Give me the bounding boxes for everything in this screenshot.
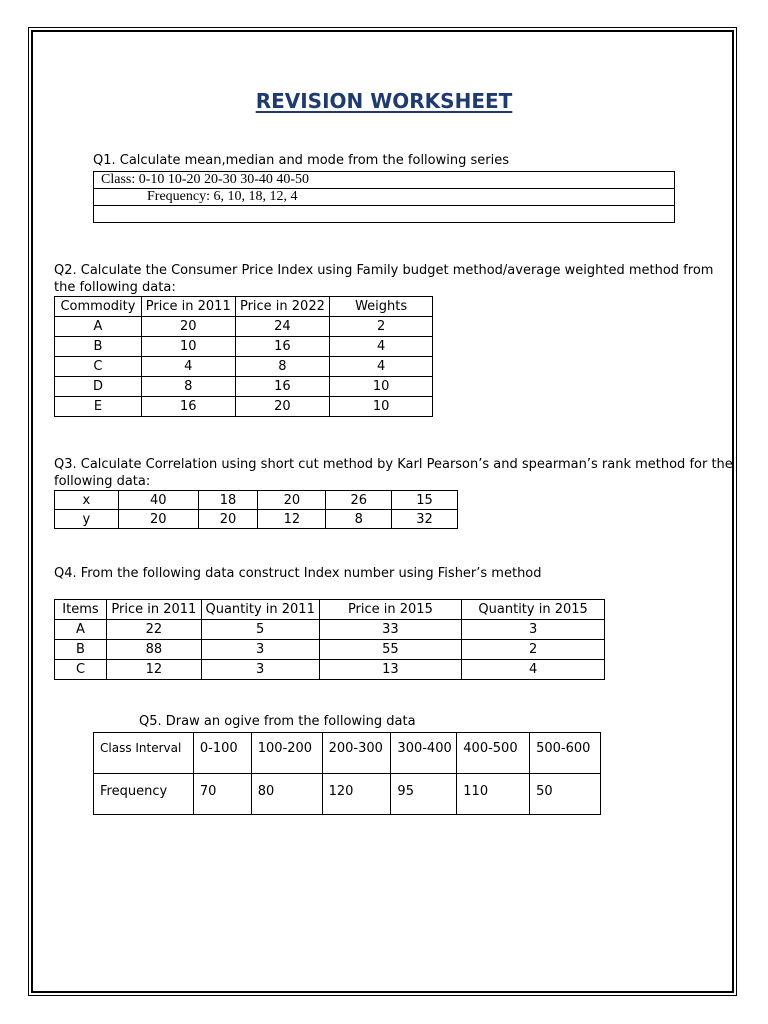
table-header-row xyxy=(55,600,605,620)
header-cell: Commodity xyxy=(55,297,142,317)
table-cell: 20 xyxy=(118,510,198,529)
table-cell: 50 xyxy=(530,774,601,815)
table-cell: 8 xyxy=(326,510,392,529)
table-row xyxy=(55,510,458,529)
table-row xyxy=(94,733,601,774)
header-cell: Quantity in 2015 xyxy=(462,600,605,620)
table-cell: 100-200 xyxy=(251,733,322,774)
header-cell: Price in 2015 xyxy=(319,600,462,620)
table-cell: D xyxy=(55,377,142,397)
table-cell: E xyxy=(55,397,142,417)
table-cell: 40 xyxy=(118,491,198,510)
question-3-text: Q3. Calculate Correlation using short cut method by Karl Pearson’s and spearman’s rank method for the following data: xyxy=(54,457,733,489)
table-cell: Frequency xyxy=(94,774,194,815)
table-cell: A xyxy=(55,620,107,640)
frequency-row: Frequency: 6, 10, 18, 12, 4 xyxy=(94,189,675,206)
question-1-table xyxy=(93,171,675,223)
class-row: Class: 0-10 10-20 20-30 30-40 40-50 xyxy=(94,172,675,189)
table-cell: 3 xyxy=(462,620,605,640)
question-1-text: Q1. Calculate mean,median and mode from the following series xyxy=(93,153,509,168)
table-row xyxy=(55,397,433,417)
table-cell: 4 xyxy=(330,337,433,357)
header-cell: Items xyxy=(55,600,107,620)
table-cell: 26 xyxy=(326,491,392,510)
table-cell: C xyxy=(55,660,107,680)
table-cell: 2 xyxy=(462,640,605,660)
table-cell: 4 xyxy=(462,660,605,680)
table-cell: 13 xyxy=(319,660,462,680)
table-cell: 300-400 xyxy=(391,733,457,774)
table-header-row xyxy=(55,297,433,317)
table-row xyxy=(55,377,433,397)
table-cell: 15 xyxy=(392,491,458,510)
table-row xyxy=(55,357,433,377)
table-cell: y xyxy=(55,510,119,529)
table-cell: 5 xyxy=(201,620,319,640)
table-cell: 80 xyxy=(251,774,322,815)
table-cell: 120 xyxy=(322,774,391,815)
question-2-table xyxy=(54,296,433,417)
table-cell: 8 xyxy=(235,357,330,377)
table-row xyxy=(55,640,605,660)
table-cell: 95 xyxy=(391,774,457,815)
question-2-text: Q2. Calculate the Consumer Price Index using Family budget method/average weighted method from the following data: xyxy=(54,263,714,295)
table-cell: 0-100 xyxy=(193,733,251,774)
table-cell: 110 xyxy=(457,774,530,815)
table-cell: 2 xyxy=(330,317,433,337)
table-cell: 20 xyxy=(235,397,330,417)
header-cell: Price in 2022 xyxy=(235,297,330,317)
table-cell: 10 xyxy=(330,377,433,397)
table-cell: 22 xyxy=(106,620,201,640)
table-cell: 16 xyxy=(235,377,330,397)
table-cell: 12 xyxy=(258,510,326,529)
question-5-table xyxy=(93,732,601,815)
table-cell: 20 xyxy=(258,491,326,510)
question-4-text: Q4. From the following data construct Index number using Fisher’s method xyxy=(54,566,542,581)
table-cell: 500-600 xyxy=(530,733,601,774)
table-cell: Class Interval xyxy=(94,733,194,774)
table-cell: 4 xyxy=(141,357,235,377)
table-cell: 16 xyxy=(141,397,235,417)
table-cell: 10 xyxy=(330,397,433,417)
table-cell: B xyxy=(55,337,142,357)
question-3-table xyxy=(54,490,458,529)
table-row xyxy=(94,774,601,815)
table-cell: B xyxy=(55,640,107,660)
table-cell: 10 xyxy=(141,337,235,357)
table-cell: C xyxy=(55,357,142,377)
page-title: REVISION WORKSHEET xyxy=(255,89,513,113)
table-cell: 18 xyxy=(198,491,258,510)
table-row xyxy=(55,660,605,680)
table-row xyxy=(55,620,605,640)
table-cell: 12 xyxy=(106,660,201,680)
empty-row xyxy=(94,206,675,223)
table-row xyxy=(55,317,433,337)
table-cell: 70 xyxy=(193,774,251,815)
table-cell: x xyxy=(55,491,119,510)
table-cell: 4 xyxy=(330,357,433,377)
table-cell: 8 xyxy=(141,377,235,397)
question-5-text: Q5. Draw an ogive from the following data xyxy=(139,714,416,729)
table-row xyxy=(55,491,458,510)
header-cell: Weights xyxy=(330,297,433,317)
table-cell: 24 xyxy=(235,317,330,337)
table-cell: 3 xyxy=(201,660,319,680)
table-cell: 200-300 xyxy=(322,733,391,774)
table-cell: 55 xyxy=(319,640,462,660)
table-cell: 20 xyxy=(198,510,258,529)
table-cell: 400-500 xyxy=(457,733,530,774)
table-cell: 33 xyxy=(319,620,462,640)
question-4-table xyxy=(54,599,605,680)
table-row xyxy=(55,337,433,357)
header-cell: Quantity in 2011 xyxy=(201,600,319,620)
table-cell: A xyxy=(55,317,142,337)
table-cell: 32 xyxy=(392,510,458,529)
table-cell: 3 xyxy=(201,640,319,660)
header-cell: Price in 2011 xyxy=(141,297,235,317)
table-cell: 20 xyxy=(141,317,235,337)
header-cell: Price in 2011 xyxy=(106,600,201,620)
table-cell: 16 xyxy=(235,337,330,357)
table-cell: 88 xyxy=(106,640,201,660)
